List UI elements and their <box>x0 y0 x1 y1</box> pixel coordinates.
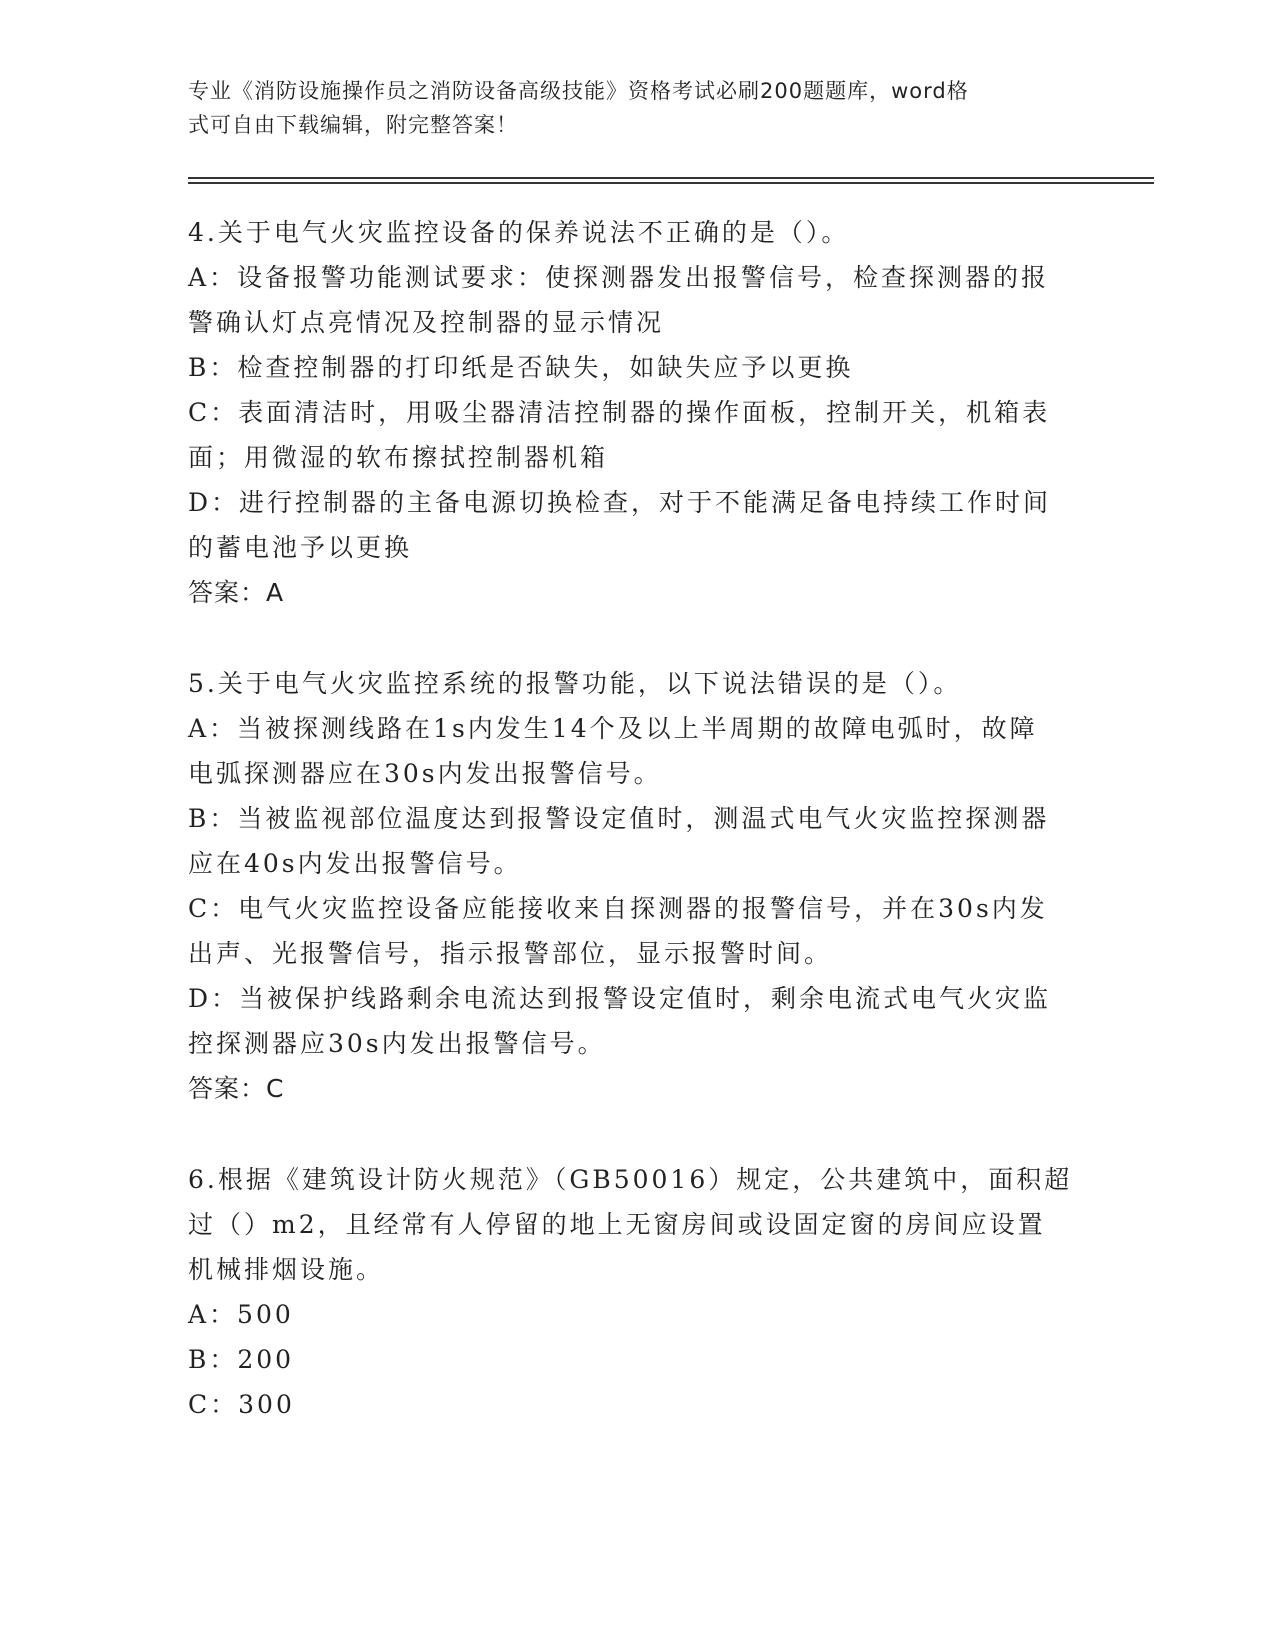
question-6 <box>188 1157 1088 1427</box>
question-stem: 4.关于电气火灾监控设备的保养说法不正确的是（）。 <box>188 218 850 247</box>
option-d: D：当被保护线路剩余电流达到报警设定值时，剩余电流式电气火灾监 <box>188 984 1052 1013</box>
option-c: C：电气火灾监控设备应能接收来自探测器的报警信号，并在30s内发 <box>188 894 1048 923</box>
option-d-cont: 的蓄电池予以更换 <box>188 533 413 562</box>
option-b-cont: 应在40s内发出报警信号。 <box>188 849 522 878</box>
header-line-1: 专业《消防设施操作员之消防设备高级技能》资格考试必刷200题题库，word格 <box>188 79 969 103</box>
option-c-cont: 出声、光报警信号，指示报警部位，显示报警时间。 <box>188 939 833 968</box>
option-b: B：检查控制器的打印纸是否缺失，如缺失应予以更换 <box>188 353 854 382</box>
header-line-2: 式可自由下载编辑，附完整答案！ <box>188 113 518 137</box>
header-divider-bottom <box>188 182 1154 184</box>
option-a-cont: 电弧探测器应在30s内发出报警信号。 <box>188 759 662 788</box>
header-divider-top <box>188 177 1154 179</box>
option-a: A：设备报警功能测试要求：使探测器发出报警信号，检查探测器的报 <box>188 263 1050 292</box>
answer-label: 答案：A <box>188 578 285 607</box>
document-header <box>188 74 1088 142</box>
option-c: C：表面清洁时，用吸尘器清洁控制器的操作面板，控制开关，机箱表 <box>188 398 1051 427</box>
option-c-cont: 面；用微湿的软布擦拭控制器机箱 <box>188 443 609 472</box>
question-spacer <box>188 1111 1088 1157</box>
option-a: A：当被探测线路在1s内发生14个及以上半周期的故障电弧时，故障 <box>188 714 1038 743</box>
option-a-cont: 警确认灯点亮情况及控制器的显示情况 <box>188 308 665 337</box>
question-5 <box>188 661 1088 1111</box>
question-stem: 5.关于电气火灾监控系统的报警功能，以下说法错误的是（）。 <box>188 669 962 698</box>
option-d-cont: 控探测器应30s内发出报警信号。 <box>188 1029 606 1058</box>
option-b: B：200 <box>188 1345 295 1374</box>
question-spacer <box>188 615 1088 661</box>
question-4 <box>188 210 1088 615</box>
option-a: A：500 <box>188 1300 294 1329</box>
answer-label: 答案：C <box>188 1074 285 1103</box>
question-stem: 6.根据《建筑设计防火规范》（GB50016）规定，公共建筑中，面积超 <box>188 1165 1073 1194</box>
option-c: C：300 <box>188 1390 295 1419</box>
question-list <box>188 210 1088 1427</box>
question-stem-cont: 机械排烟设施。 <box>188 1255 385 1284</box>
option-d: D：进行控制器的主备电源切换检查，对于不能满足备电持续工作时间 <box>188 488 1052 517</box>
option-b: B：当被监视部位温度达到报警设定值时，测温式电气火灾监控探测器 <box>188 804 1050 833</box>
question-stem-cont: 过（）m2，且经常有人停留的地上无窗房间或设固定窗的房间应设置 <box>188 1210 1046 1239</box>
